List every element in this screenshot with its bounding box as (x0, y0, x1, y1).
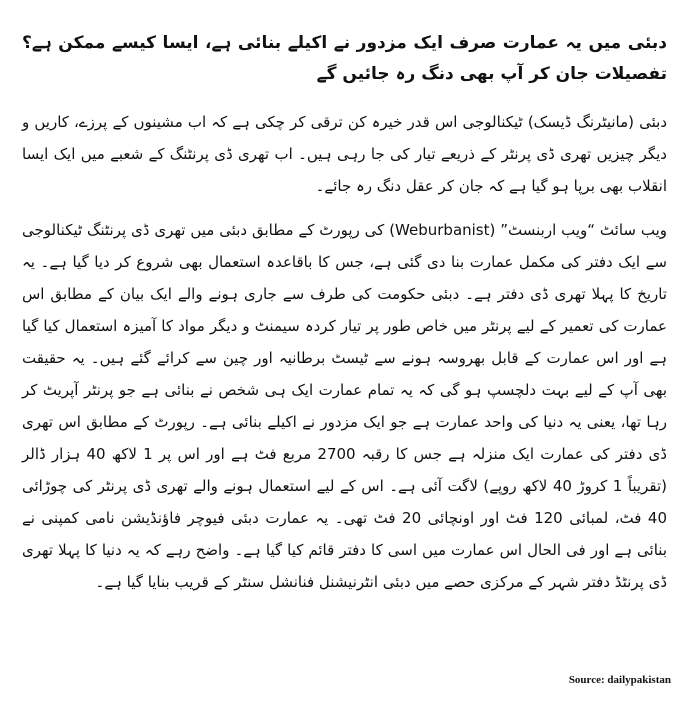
article-headline: دبئی میں یہ عمارت صرف ایک مزدور نے اکیلے بنائی ہے، ایسا کیسے ممکن ہے؟ تفصیلات جان کر آپ بھی دنگ رہ جائیں گے (22, 33, 667, 84)
article-paragraph-2: ویب سائٹ “ویب اربنسٹ” (Weburbanist) کی رپورٹ کے مطابق دبئی میں تھری ڈی پرنٹنگ ٹیکنالوجی سے ایک دفتر کی مکمل عمارت بنا دی گئی ہے، جس کا باقاعدہ استعمال بھی شروع کر دیا گیا ہے۔ یہ تاریخ کا پہلا تھری ڈی دفتر ہے۔ دبئی حکومت کی طرف سے جاری ہونے والے ایک بیان کے مطابق اس عمارت کی تعمیر کے لیے پرنٹر میں خاص طور پر تیار کردہ سیمنٹ و دیگر مواد کا آمیزہ استعمال کیا گیا ہے اور اس عمارت کے قابل بھروسہ ہونے سے ٹیسٹ برطانیہ اور چین سے کرائے گئے ہیں۔ یہ حقیقت بھی آپ کے لیے بہت دلچسپ ہو گی کہ یہ تمام عمارت ایک ہی شخص نے بنائی ہے جو پرنٹر آپریٹ کر رہا تھا، یعنی یہ دنیا کی واحد عمارت ہے جو ایک مزدور نے اکیلے بنائی ہے۔ رپورٹ کے مطابق اس تھری ڈی دفتر کی عمارت ایک منزلہ ہے جس کا رقبہ 2700 مربع فٹ ہے اور اس پر 1 لاکھ 40 ہزار ڈالر (تقریباً 1 کروڑ 40 لاکھ روپے) لاگت آئی ہے۔ اس کے لیے استعمال ہونے والے تھری ڈی پرنٹر کی چوڑائی 40 فٹ، لمبائی 120 فٹ اور اونچائی 20 فٹ تھی۔ یہ عمارت دبئی فیوچر فاؤنڈیشن نامی کمپنی نے بنائی ہے اور فی الحال اس عمارت میں اسی کا دفتر قائم کیا گیا ہے۔ واضح رہے کہ یہ دنیا کا پہلا تھری ڈی پرنٹڈ دفتر شہر کے مرکزی حصے میں دبئی انٹرنیشنل فنانشل سنٹر کے قریب بنایا گیا ہے۔ (22, 221, 668, 591)
article-paragraph-1: دبئی (مانیٹرنگ ڈیسک) ٹیکنالوجی اس قدر خیرہ کن ترقی کر چکی ہے کہ اب مشینوں کے پرزے، کاریں و دیگر چیزیں تھری ڈی پرنٹر کے ذریعے تیار کی جا رہی ہیں۔ اب تھری ڈی پرنٹنگ کے شعبے میں ایک ایسا انقلاب بھی برپا ہو گیا ہے کہ جان کر عقل دنگ رہ جائے۔ (22, 113, 667, 195)
source-credit: Source: dailypakistan (568, 674, 671, 686)
